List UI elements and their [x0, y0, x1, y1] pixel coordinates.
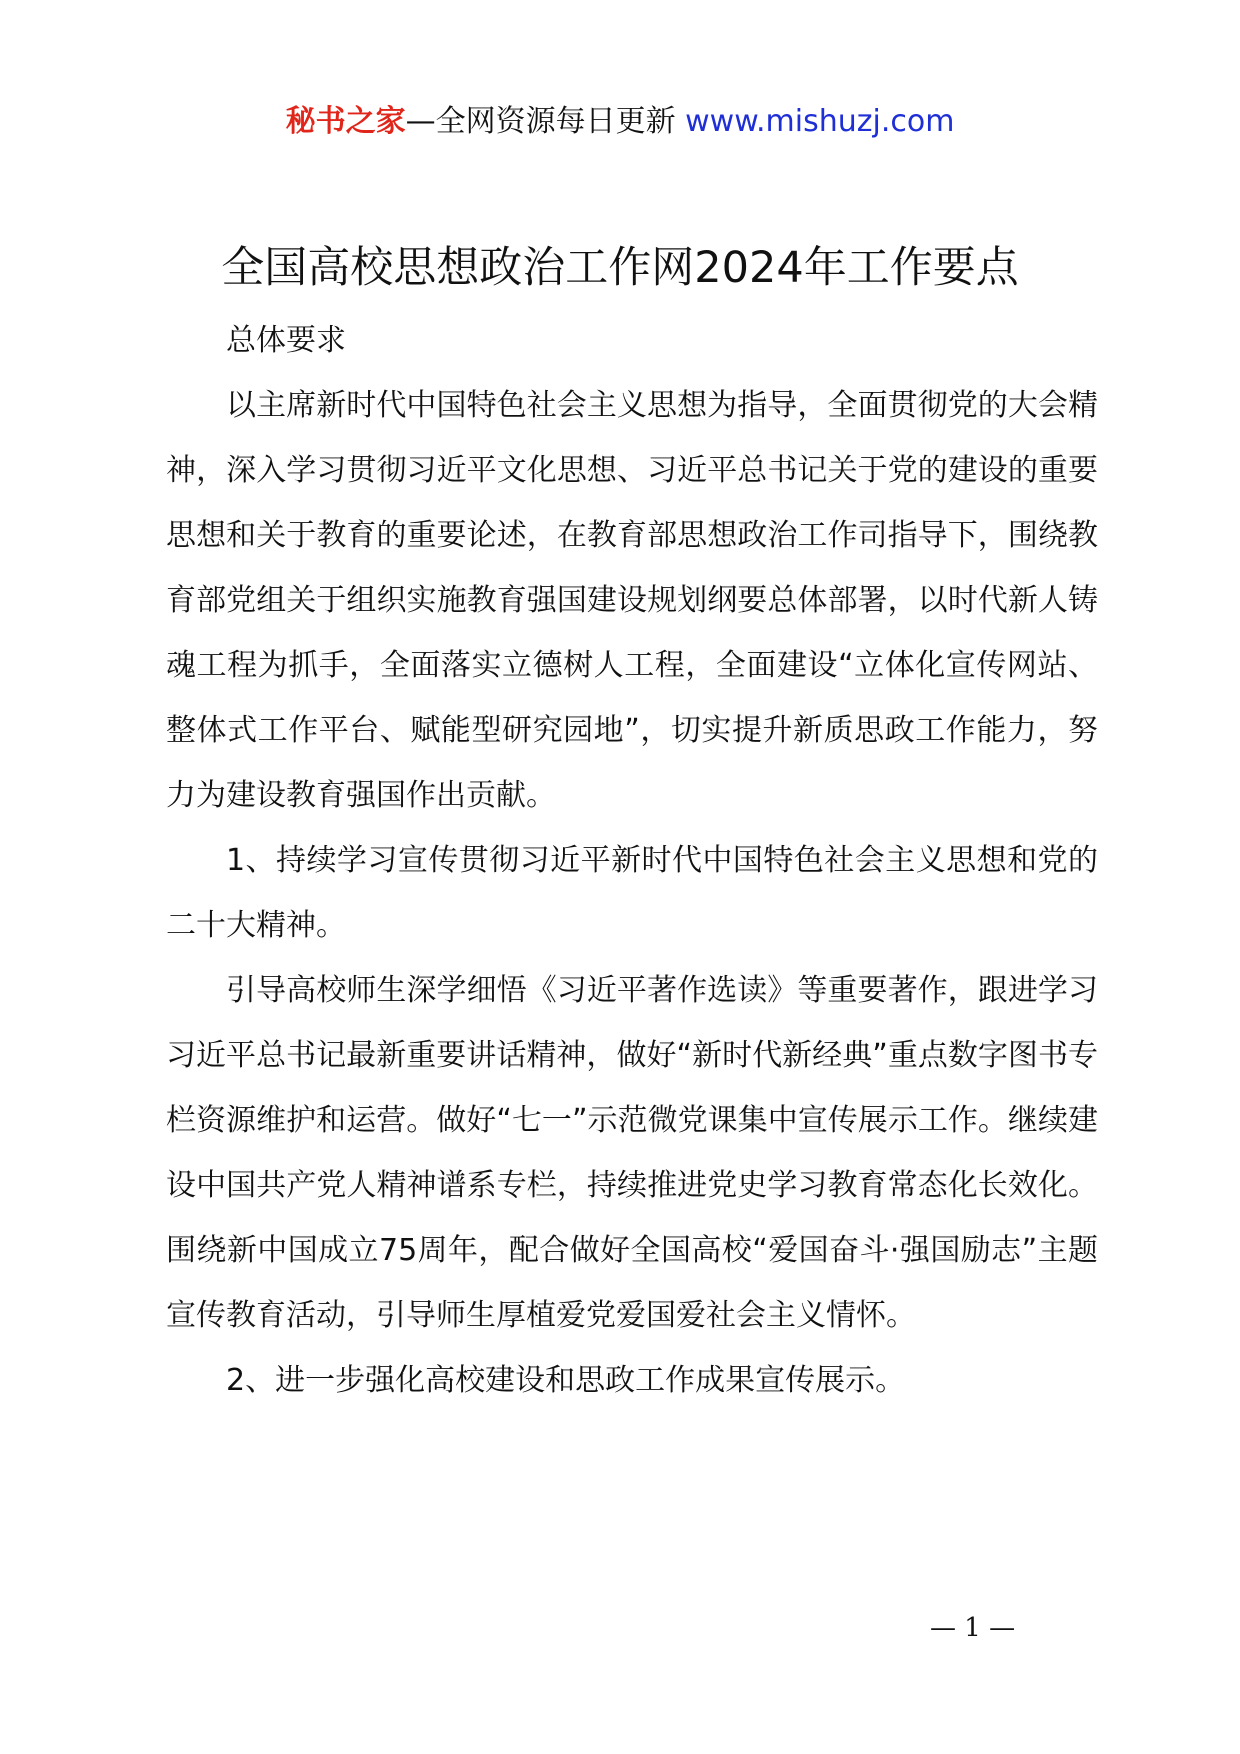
brand-name: 秘书之家	[285, 104, 406, 139]
section-heading-2: 2、进一步强化高校建设和思政工作成果宣传展示。	[226, 1363, 906, 1398]
section-heading-1: 1、持续学习宣传贯彻习近平新时代中国特色社会主义思想和党的二十大精神。	[166, 843, 1098, 943]
paragraph-section-1: 引导高校师生深学细悟《习近平著作选读》等重要著作，跟进学习习近平总书记最新重要讲话精神，做好“新时代新经典”重点数字图书专栏资源维护和运营。做好“七一”示范微党课集中宣传展示工作。继续建设中国共产党人精神谱系专栏，持续推进党史学习教育常态化长效化。围绕新中国成立75周年，配合做好全国高校“爱国奋斗·强国励志”主题宣传教育活动，引导师生厚植爱党爱国爱社会主义情怀。	[166, 973, 1098, 1333]
section-heading-overall-requirements: 总体要求	[226, 323, 346, 358]
header-tagline: —全网资源每日更新	[405, 104, 676, 139]
page-number: — 1 —	[930, 1613, 1016, 1643]
document-title: 全国高校思想政治工作网2024年工作要点	[221, 243, 1019, 293]
site-url-link[interactable]: www.mishuzj.com	[685, 104, 955, 139]
paragraph-overall-requirements: 以主席新时代中国特色社会主义思想为指导，全面贯彻党的大会精神，深入学习贯彻习近平文化思想、习近平总书记关于党的建设的重要思想和关于教育的重要论述，在教育部思想政治工作司指导下，围绕教育部党组关于组织实施教育强国建设规划纲要总体部署，以时代新人铸魂工程为抓手，全面落实立德树人工程，全面建设“立体化宣传网站、整体式工作平台、赋能型研究园地”，切实提升新质思政工作能力，努力为建设教育强国作出贡献。	[166, 388, 1098, 813]
site-header	[0, 100, 1240, 144]
document-body	[166, 308, 1098, 1413]
